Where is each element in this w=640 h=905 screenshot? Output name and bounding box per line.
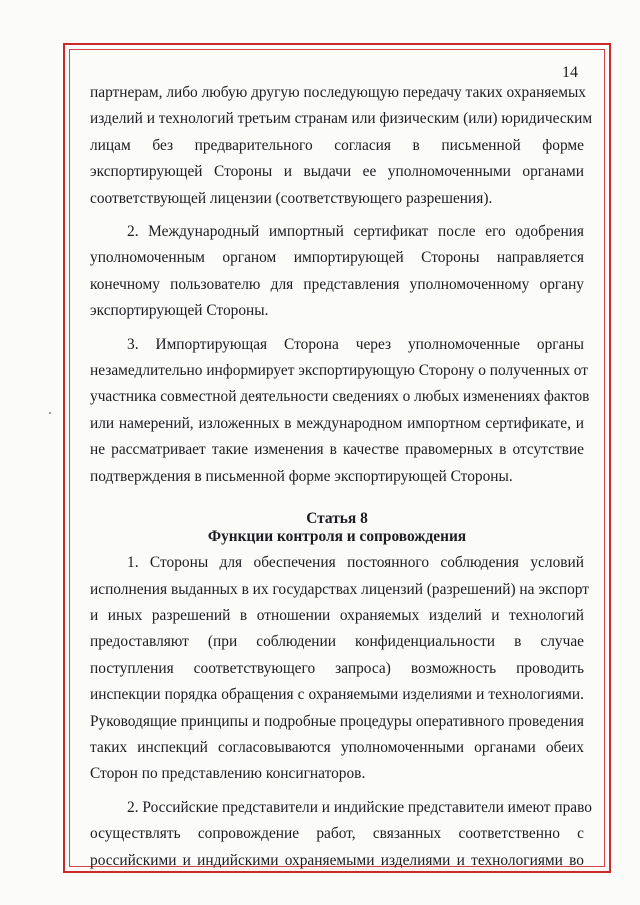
text-line: и иных разрешений в отношении охраняемых изделий и технологий [90,606,584,624]
text-line: или намерений, изложенных в международном импортном сертификате, и [90,414,584,432]
paragraph-3 [90,332,590,490]
text-line: изделий и технологий третьим странам или физическим (или) юридическим [90,110,593,128]
scan-speck [49,412,51,414]
text-line: осуществлять сопровождение работ, связанных соответственно с [90,825,584,843]
text-line: экспортирующей Стороны. [90,302,269,320]
text-line: участника совместной деятельности сведениях о любых изменениях фактов [90,388,590,406]
text-line: российскими и индийскими охраняемыми изделиями и технологиями во [90,851,584,869]
text-line: таких инспекций согласовываются уполномоченными органами обеих [90,738,584,756]
text-line: 2. Международный импортный сертификат после его одобрения [127,223,584,241]
article-title: Функции контроля и сопровождения [207,528,467,546]
text-line: не рассматривает такие изменения в качестве правомерных в отсутствие [90,441,584,459]
paragraph-art8-1 [90,550,590,788]
text-line: конечному пользователю для представления уполномоченному органу [90,275,584,293]
text-line: незамедлительно информирует экспортирующую Сторону о полученных от [90,362,589,380]
text-line: соответствующей лицензии (соответствующего разрешения). [90,189,493,207]
text-line: Сторон по представлению консигнаторов. [90,765,366,783]
paragraph-2 [90,219,584,325]
paragraph-continuation [90,80,593,212]
text-line: лицам без предварительного согласия в письменной форме [90,136,584,154]
text-line: предоставляют (при соблюдении конфиденциальности в случае [90,633,584,651]
document-body [90,80,593,874]
text-line: инспекции порядка обращения с охраняемыми изделиями и технологиями. [90,686,584,704]
text-line: партнерам, либо любую другую последующую передачу таких охраняемых [90,84,586,101]
text-line: поступления соответствующего запроса) возможность проводить [90,659,584,677]
page-number: 14 [562,64,578,81]
paragraph-art8-2 [90,795,592,874]
text-line: подтверждения в письменной форме экспортирующей Стороны. [90,467,513,485]
text-line: 2. Российские представители и индийские представители имеют право [127,798,592,816]
text-line: Руководящие принципы и подробные процедуры оперативного проведения [90,712,584,730]
text-line: экспортирующей Стороны и выдачи ее уполномоченными органами [90,163,584,181]
text-line: исполнения выданных в их государствах лицензий (разрешений) на экспорт [90,580,590,598]
text-line: уполномоченным органом импортирующей Стороны направляется [90,249,584,267]
article-number: Статья 8 [306,510,368,528]
text-line: 1. Стороны для обеспечения постоянного соблюдения условий [127,554,584,572]
text-line: 3. Импортирующая Сторона через уполномоченные органы [127,335,584,353]
